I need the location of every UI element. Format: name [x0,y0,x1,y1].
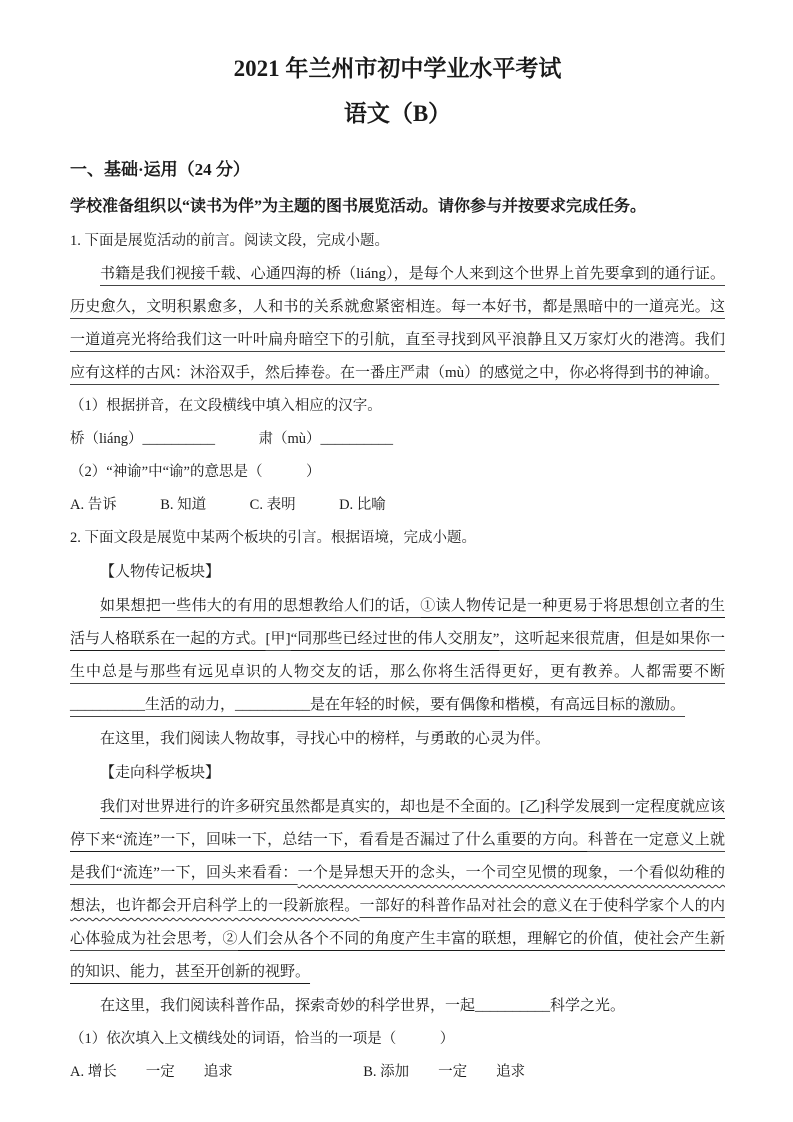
text-segment: [甲] [265,630,291,647]
underlined-segment: ①读人物传记是一种更易于将思想创立者的生活与人格联系在一起的方式。 [70,597,725,647]
text-segment: ，这听起来很荒唐，但是如果你一生中总是与那些有远见卓识的人物交友的话，那么你将生活得更好，更有教养。人都需要不断__________生活的动力，__________是在年轻的时候，要有偶像和楷模，有高远目标的激励。 [70,630,725,713]
question-1-2: （2）“神谕”中“谕”的意思是（ ） [70,464,321,481]
science-closing: 在这里，我们阅读科普作品，探索奇妙的科学世界，一起__________科学之光。 [100,997,626,1014]
question-2-1: （1）依次填入上文横线处的词语，恰当的一项是（ ） [70,1030,455,1047]
question-1-intro: 1. 下面是展览活动的前言。阅读文段，完成小题。 [70,232,389,249]
science-passage [70,791,725,989]
underlined-segment: “同那些已经过世的伟人交朋友” [290,630,500,647]
text-segment: 书籍是我们视接千载、心通四海的桥（liáng），是每个人来到这个世界上首先要拿到的通行证。历史愈久，文明积累愈多，人和书的关系就愈紧密相连。每一本好书，都是黑暗中的一道亮光。这一道道亮光将给我们这一叶叶扁舟暗空下的引航，直至寻找到风平浪静且又万家灯火的港湾。我们应有这样的古风：沐浴双手，然后捧卷。在一番庄严肃（mù）的感觉之中，你必将得到书的神谕。 [70,266,725,382]
text-segment: 科普在一定意义上就是我们“流连”一下，回头来看看： [70,831,725,881]
exam-subtitle: 语文（B） [343,100,452,126]
document-body [70,151,725,1089]
text-segment: 一部好的科普作品对社会的意义在于使科学家个人的内心体验成为社会思考，② [70,897,725,947]
underlined-segment: 人们会从各个不同的角度产生丰富的联想，理解它的价值，使社会产生新的知识、能力，甚至开创新的视野。 [70,930,725,980]
task-intro: 学校准备组织以“读书为伴”为主题的图书展览活动。请你参与并按要求完成任务。 [70,198,647,216]
text-segment: 我们对世界进行的许多研究虽然都是真实的，却也是不全面的。[乙] [100,798,545,815]
wavy-underlined-segment: 一个是异想天开的念头，一个司空见惯的现象，一个看似幼稚的想法，也许都会开启科学上的一段新旅程。 [70,864,725,914]
text-segment: 如果想把一些伟大的有用的思想教给人们的话， [100,597,421,614]
biography-closing: 在这里，我们阅读人物故事，寻找心中的榜样，与勇敢的心灵为伴。 [100,730,551,747]
question-1-1: （1）根据拼音，在文段横线中填入相应的汉字。 [70,398,382,415]
module-title-biography: 【人物传记板块】 [100,563,221,580]
question-2-1-options: A. 增长 一定 追求 B. 添加 一定 追求 [70,1063,526,1080]
biography-passage [70,590,725,722]
question-1-2-options: A. 告诉 B. 知道 C. 表明 D. 比喻 [70,497,386,514]
question-2-intro: 2. 下面文段是展览中某两个板块的引言。根据语境，完成小题。 [70,530,476,547]
underlined-segment: 科学发展到一定程度就应该停下来“流连”一下，回味一下，总结一下，看看是否漏过了什么重要的方向。 [70,798,726,848]
section-heading: 一、基础·运用（24 分） [70,160,250,179]
pinyin-blanks: 桥（liáng）__________ 肃（mù）__________ [70,431,394,448]
module-title-science: 【走向科学板块】 [100,764,221,781]
exam-title: 2021 年兰州市初中学业水平考试 [233,56,562,81]
preface-passage [70,258,725,390]
